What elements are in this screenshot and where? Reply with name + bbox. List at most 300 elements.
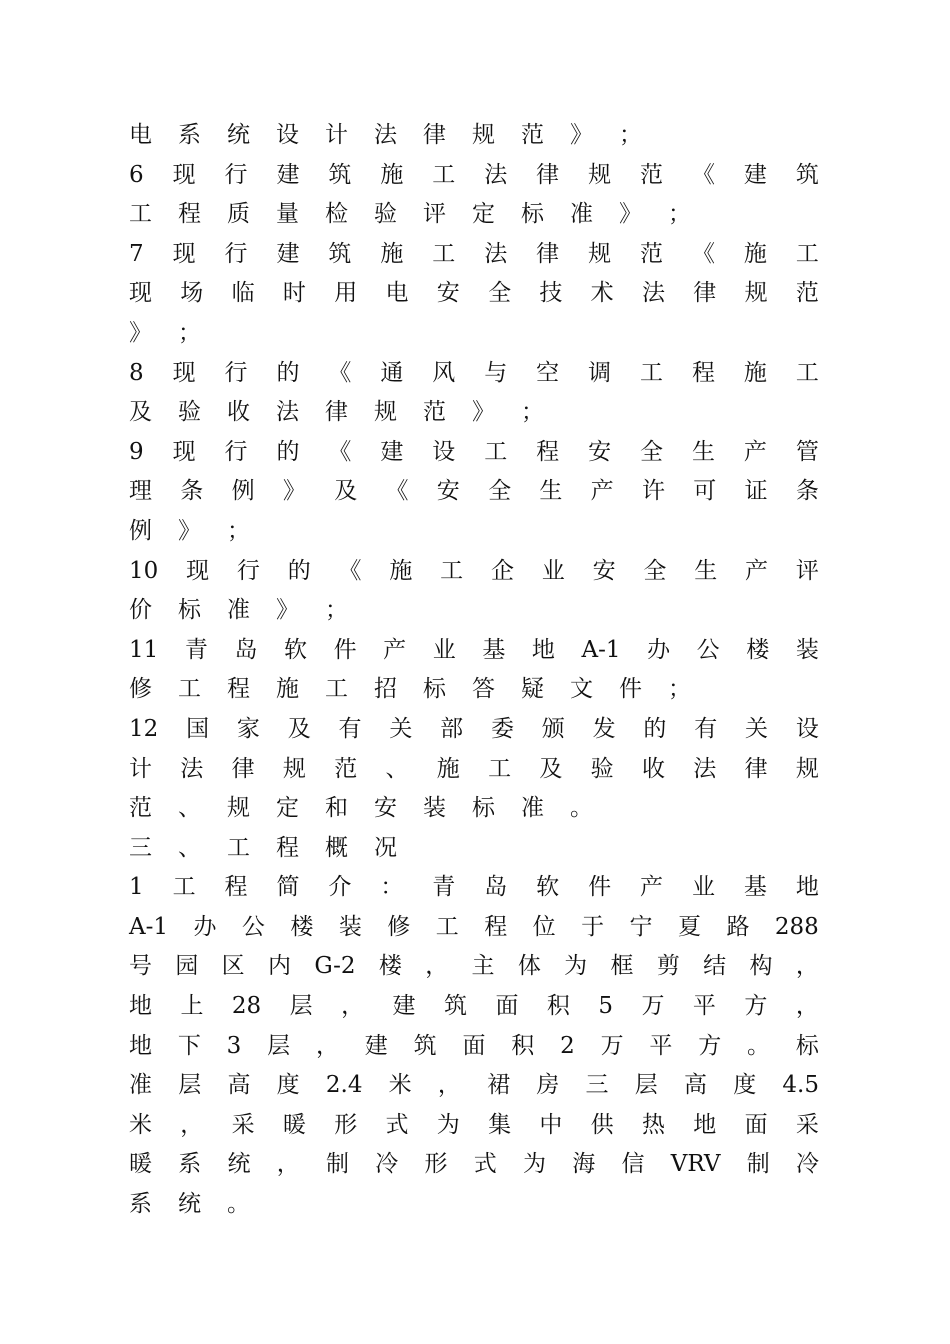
text-token: 行 [224, 359, 248, 386]
text-token: 标 [178, 597, 201, 624]
text-token: 冷 [795, 1151, 819, 1178]
text-token: 收 [641, 755, 665, 782]
text-token: 工 [172, 874, 196, 901]
text-token: 工 [435, 913, 459, 940]
text-token: 工 [795, 359, 819, 386]
text-token: 安 [588, 438, 612, 465]
text-token: 行 [236, 557, 260, 584]
text-token: 施 [389, 557, 413, 584]
text-token: 收 [227, 399, 250, 426]
text-token: 程 [276, 834, 299, 861]
text-token: 工 [129, 201, 152, 228]
text-token: 工 [488, 755, 512, 782]
text-token: 产 [745, 557, 769, 584]
text-token: 三 [585, 1072, 609, 1099]
text-token: 施 [743, 240, 767, 267]
text-token: 律 [536, 240, 560, 267]
text-token: 楼 [746, 636, 770, 663]
text-token: 范 [334, 755, 358, 782]
text-token: 范 [521, 122, 544, 148]
text-token: 供 [590, 1111, 614, 1138]
text-token: 地 [795, 874, 819, 901]
text-token: 筑 [795, 161, 819, 188]
text-token: ， [180, 1111, 204, 1138]
text-token: 评 [795, 557, 819, 584]
text-line [129, 591, 819, 631]
text-token: 施 [276, 676, 299, 703]
text-token: 及 [334, 478, 358, 505]
text-token: 海 [572, 1151, 596, 1178]
text-token: 层 [267, 1032, 291, 1059]
text-token: 路 [726, 913, 750, 940]
text-token: 例 [129, 517, 152, 544]
text-token: 》 [570, 122, 593, 148]
text-token: 方 [698, 1032, 722, 1059]
text-token: 生 [694, 557, 718, 584]
text-token: 筑 [444, 993, 467, 1020]
text-token: 装 [795, 636, 819, 663]
text-token: 业 [432, 636, 456, 663]
text-token: 裙 [487, 1072, 511, 1099]
text-line [129, 908, 819, 948]
text-token: 标 [521, 201, 544, 228]
text-token: 工 [432, 240, 456, 267]
body-text [129, 116, 819, 1225]
text-token: 全 [640, 438, 664, 465]
text-token: 工 [440, 557, 464, 584]
text-token: 产 [640, 874, 664, 901]
text-line [129, 274, 819, 314]
text-token: 信 [621, 1151, 645, 1178]
text-token: 软 [284, 636, 308, 663]
text-token: 方 [744, 993, 768, 1020]
text-token: 28 [231, 993, 262, 1020]
text-token: 统 [178, 1191, 201, 1218]
text-token: 现 [172, 161, 196, 188]
text-token: 上 [180, 993, 204, 1020]
text-token: 通 [380, 359, 404, 386]
text-token: 米 [129, 1111, 152, 1138]
text-token: 夏 [678, 913, 701, 940]
text-token: 工 [178, 676, 201, 703]
text-token: 》 [282, 478, 306, 505]
text-token: 程 [691, 359, 715, 386]
text-token: 建 [276, 240, 300, 267]
text-token: 产 [743, 438, 767, 465]
text-token: 标 [423, 676, 446, 703]
text-token: 例 [231, 478, 255, 505]
text-token: 。 [227, 1191, 250, 1218]
text-token: 建 [276, 161, 300, 188]
text-token: 288 [774, 913, 819, 940]
text-token: 现 [172, 359, 196, 386]
text-token: 剪 [656, 953, 680, 980]
text-token: 规 [227, 795, 250, 822]
text-token: 6 [129, 161, 144, 188]
text-token: 理 [129, 478, 152, 505]
text-token: 为 [523, 1151, 546, 1178]
text-token: 平 [692, 993, 716, 1020]
text-token: ， [437, 1072, 461, 1099]
text-token: 岛 [234, 636, 258, 663]
text-token: 产 [383, 636, 407, 663]
text-token: 系 [178, 1151, 202, 1178]
text-token: 安 [436, 280, 460, 307]
text-token: 《 [328, 359, 352, 386]
text-token: 程 [536, 438, 560, 465]
text-token: 1 [129, 874, 144, 901]
text-token: 式 [473, 1151, 497, 1178]
text-token: 空 [536, 359, 560, 386]
text-line [129, 1185, 819, 1225]
text-token: 公 [696, 636, 720, 663]
text-token: 关 [389, 715, 413, 742]
text-token: 筑 [328, 161, 352, 188]
text-token: 全 [488, 478, 512, 505]
text-token: 制 [746, 1151, 770, 1178]
text-token: 12 [129, 715, 159, 742]
text-token: 建 [380, 438, 404, 465]
text-token: 青 [432, 874, 456, 901]
text-line [129, 868, 819, 908]
text-line [129, 156, 819, 196]
text-token: 筑 [328, 240, 352, 267]
text-token: 家 [236, 715, 260, 742]
text-token: 设 [276, 122, 299, 148]
text-token: 号 [129, 953, 152, 980]
text-token: 3 [226, 1032, 242, 1059]
text-token: 程 [224, 874, 248, 901]
text-token: 中 [539, 1111, 563, 1138]
text-token: 准 [227, 597, 250, 624]
text-token: 面 [495, 993, 519, 1020]
text-line [129, 195, 819, 235]
text-token: ； [521, 399, 544, 426]
text-line [129, 987, 819, 1027]
text-token: 形 [424, 1151, 448, 1178]
text-token: 用 [334, 280, 358, 307]
text-token: 装 [338, 913, 362, 940]
text-token: 万 [641, 993, 665, 1020]
text-token: 条 [180, 478, 204, 505]
text-line [129, 116, 819, 156]
text-token: 建 [743, 161, 767, 188]
text-token: 法 [693, 755, 717, 782]
text-token: 统 [227, 122, 250, 148]
text-token: 面 [744, 1111, 768, 1138]
text-token: 工 [227, 834, 250, 861]
text-token: 全 [643, 557, 667, 584]
text-line [129, 472, 819, 512]
text-token: 法 [276, 399, 299, 426]
text-token: 9 [129, 438, 144, 465]
text-token: 可 [693, 478, 717, 505]
text-token: 介 [328, 874, 352, 901]
text-token: 、 [385, 755, 409, 782]
text-token: 4.5 [782, 1072, 819, 1099]
text-token: 系 [178, 122, 201, 148]
text-token: 地 [531, 636, 555, 663]
text-token: 8 [129, 359, 144, 386]
text-token: 地 [129, 1032, 152, 1059]
text-token: 委 [490, 715, 514, 742]
text-token: G-2 [314, 953, 356, 980]
text-token: 及 [287, 715, 311, 742]
text-token: 地 [129, 993, 152, 1020]
text-token: 公 [241, 913, 265, 940]
text-token: 法 [484, 240, 508, 267]
text-token: 发 [592, 715, 616, 742]
text-token: 行 [224, 438, 248, 465]
text-token: 办 [647, 636, 671, 663]
text-token: 》 [472, 399, 495, 426]
text-token: 下 [177, 1032, 201, 1059]
text-token: 房 [536, 1072, 560, 1099]
text-token: 高 [227, 1072, 251, 1099]
text-token: 量 [276, 201, 299, 228]
text-line [129, 1106, 819, 1146]
text-token: 筑 [413, 1032, 437, 1059]
text-token: 法 [180, 755, 204, 782]
text-token: 系 [129, 1191, 152, 1218]
text-token: 与 [484, 359, 508, 386]
text-token: 部 [440, 715, 464, 742]
text-token: 现 [172, 438, 196, 465]
text-token: 热 [641, 1111, 665, 1138]
text-token: 安 [592, 557, 616, 584]
text-token: 设 [432, 438, 456, 465]
text-token: 安 [436, 478, 460, 505]
text-token: 律 [423, 122, 446, 148]
text-token: 建 [364, 1032, 388, 1059]
text-token: 工 [432, 161, 456, 188]
text-token: 规 [282, 755, 306, 782]
text-token: 园 [175, 953, 199, 980]
text-token: 采 [231, 1111, 255, 1138]
text-token: 平 [649, 1032, 673, 1059]
text-token: 三 [129, 834, 152, 861]
text-token: 》 [129, 319, 152, 346]
text-token: 准 [570, 201, 593, 228]
text-token: 高 [683, 1072, 707, 1099]
text-token: 简 [276, 874, 300, 901]
text-token: 层 [289, 993, 313, 1020]
text-token: 管 [795, 438, 819, 465]
text-token: 《 [338, 557, 362, 584]
text-token: 装 [423, 795, 446, 822]
text-line [129, 947, 819, 987]
text-token: 技 [539, 280, 563, 307]
text-token: 有 [694, 715, 718, 742]
text-token: 、 [178, 795, 201, 822]
text-token: 律 [231, 755, 255, 782]
text-token: ； [227, 517, 250, 544]
text-token: 楼 [290, 913, 314, 940]
text-token: 的 [643, 715, 667, 742]
text-token: 7 [129, 240, 144, 267]
text-token: 现 [186, 557, 210, 584]
text-token: ， [795, 993, 819, 1020]
text-line [129, 314, 819, 354]
text-token: 位 [532, 913, 556, 940]
text-token: 概 [325, 834, 348, 861]
text-token: 检 [325, 201, 348, 228]
text-token: 》 [619, 201, 642, 228]
text-token: 》 [178, 517, 201, 544]
text-token: 验 [374, 201, 397, 228]
text-token: ： [380, 874, 404, 901]
text-token: 5 [598, 993, 613, 1020]
text-token: 度 [276, 1072, 300, 1099]
text-line [129, 750, 819, 790]
text-token: 统 [227, 1151, 251, 1178]
text-token: 体 [517, 953, 541, 980]
text-token: 计 [129, 755, 152, 782]
text-token: 规 [588, 161, 612, 188]
text-token: 施 [380, 161, 404, 188]
text-token: 集 [488, 1111, 512, 1138]
text-token: 米 [388, 1072, 412, 1099]
text-token: 、 [178, 834, 201, 861]
text-token: 规 [744, 280, 768, 307]
text-token: 结 [703, 953, 727, 980]
text-token: 11 [129, 636, 159, 663]
text-token: 《 [691, 240, 715, 267]
text-token: 定 [472, 201, 495, 228]
text-token: 修 [129, 676, 152, 703]
text-token: 质 [227, 201, 250, 228]
text-token: A-1 [129, 913, 169, 940]
text-token: 招 [374, 676, 397, 703]
text-token: 全 [488, 280, 512, 307]
text-token: 准 [521, 795, 544, 822]
text-token: 规 [795, 755, 819, 782]
text-token: 和 [325, 795, 348, 822]
text-token: 规 [374, 399, 397, 426]
text-token: 范 [640, 161, 664, 188]
text-token: 暖 [282, 1111, 306, 1138]
text-token: 工 [325, 676, 348, 703]
text-token: 价 [129, 597, 152, 624]
text-token: 施 [380, 240, 404, 267]
text-token: 10 [129, 557, 159, 584]
text-token: 律 [693, 280, 717, 307]
text-token: 软 [536, 874, 560, 901]
text-token: 构 [749, 953, 773, 980]
text-line [129, 670, 819, 710]
text-token: 采 [795, 1111, 819, 1138]
text-token: 许 [641, 478, 665, 505]
text-token: 为 [436, 1111, 460, 1138]
text-token: 有 [338, 715, 362, 742]
text-token: 调 [588, 359, 612, 386]
text-token: 法 [484, 161, 508, 188]
text-token: 程 [484, 913, 508, 940]
text-token: 式 [385, 1111, 409, 1138]
text-token: 冷 [375, 1151, 399, 1178]
text-token: 律 [744, 755, 768, 782]
text-token: 度 [733, 1072, 757, 1099]
text-token: 建 [392, 993, 416, 1020]
text-token: 工 [795, 240, 819, 267]
text-token: 范 [640, 240, 664, 267]
text-token: 验 [590, 755, 614, 782]
text-token: 件 [333, 636, 357, 663]
text-line [129, 354, 819, 394]
text-token: 基 [743, 874, 767, 901]
text-token: 设 [795, 715, 819, 742]
text-token: 行 [224, 161, 248, 188]
text-token: ， [795, 953, 819, 980]
text-token: 风 [432, 359, 456, 386]
text-token: 规 [472, 122, 495, 148]
text-token: 制 [326, 1151, 349, 1178]
text-token: 临 [231, 280, 255, 307]
text-token: 宁 [629, 913, 653, 940]
text-token: 框 [610, 953, 634, 980]
text-token: 准 [129, 1072, 152, 1099]
text-token: 术 [590, 280, 614, 307]
text-token: 施 [436, 755, 460, 782]
text-token: 答 [472, 676, 495, 703]
text-token: ； [668, 201, 691, 228]
text-token: 疑 [521, 676, 544, 703]
text-token: 基 [482, 636, 506, 663]
text-token: 电 [129, 122, 152, 148]
text-token: 工 [640, 359, 664, 386]
text-token: 标 [795, 1032, 819, 1059]
text-token: 行 [224, 240, 248, 267]
text-line [129, 433, 819, 473]
text-line [129, 1027, 819, 1067]
text-token: 修 [387, 913, 411, 940]
text-token: 范 [423, 399, 446, 426]
text-token: 地 [693, 1111, 717, 1138]
text-line [129, 1066, 819, 1106]
text-line [129, 552, 819, 592]
text-token: 关 [745, 715, 769, 742]
text-token: ， [341, 993, 365, 1020]
text-line [129, 710, 819, 750]
text-token: 国 [186, 715, 210, 742]
text-token: ； [668, 676, 691, 703]
text-token: 内 [267, 953, 291, 980]
text-token: 况 [374, 834, 397, 861]
text-token: 区 [221, 953, 245, 980]
text-token: ， [276, 1151, 300, 1178]
text-token: 生 [539, 478, 563, 505]
text-token: 。 [570, 795, 593, 822]
text-token: 律 [325, 399, 348, 426]
text-line [129, 235, 819, 275]
text-token: 范 [129, 795, 152, 822]
text-token: 青 [184, 636, 208, 663]
text-token: 层 [178, 1072, 202, 1099]
text-token: 生 [691, 438, 715, 465]
text-token: 程 [227, 676, 250, 703]
text-token: A-1 [581, 636, 621, 663]
text-token: 》 [276, 597, 299, 624]
text-token: 楼 [378, 953, 402, 980]
text-token: ， [315, 1032, 339, 1059]
text-token: ； [619, 122, 642, 148]
text-line [129, 393, 819, 433]
text-token: 时 [282, 280, 306, 307]
text-token: 施 [743, 359, 767, 386]
text-token: 安 [374, 795, 397, 822]
text-token: 于 [581, 913, 605, 940]
text-token: 积 [546, 993, 570, 1020]
